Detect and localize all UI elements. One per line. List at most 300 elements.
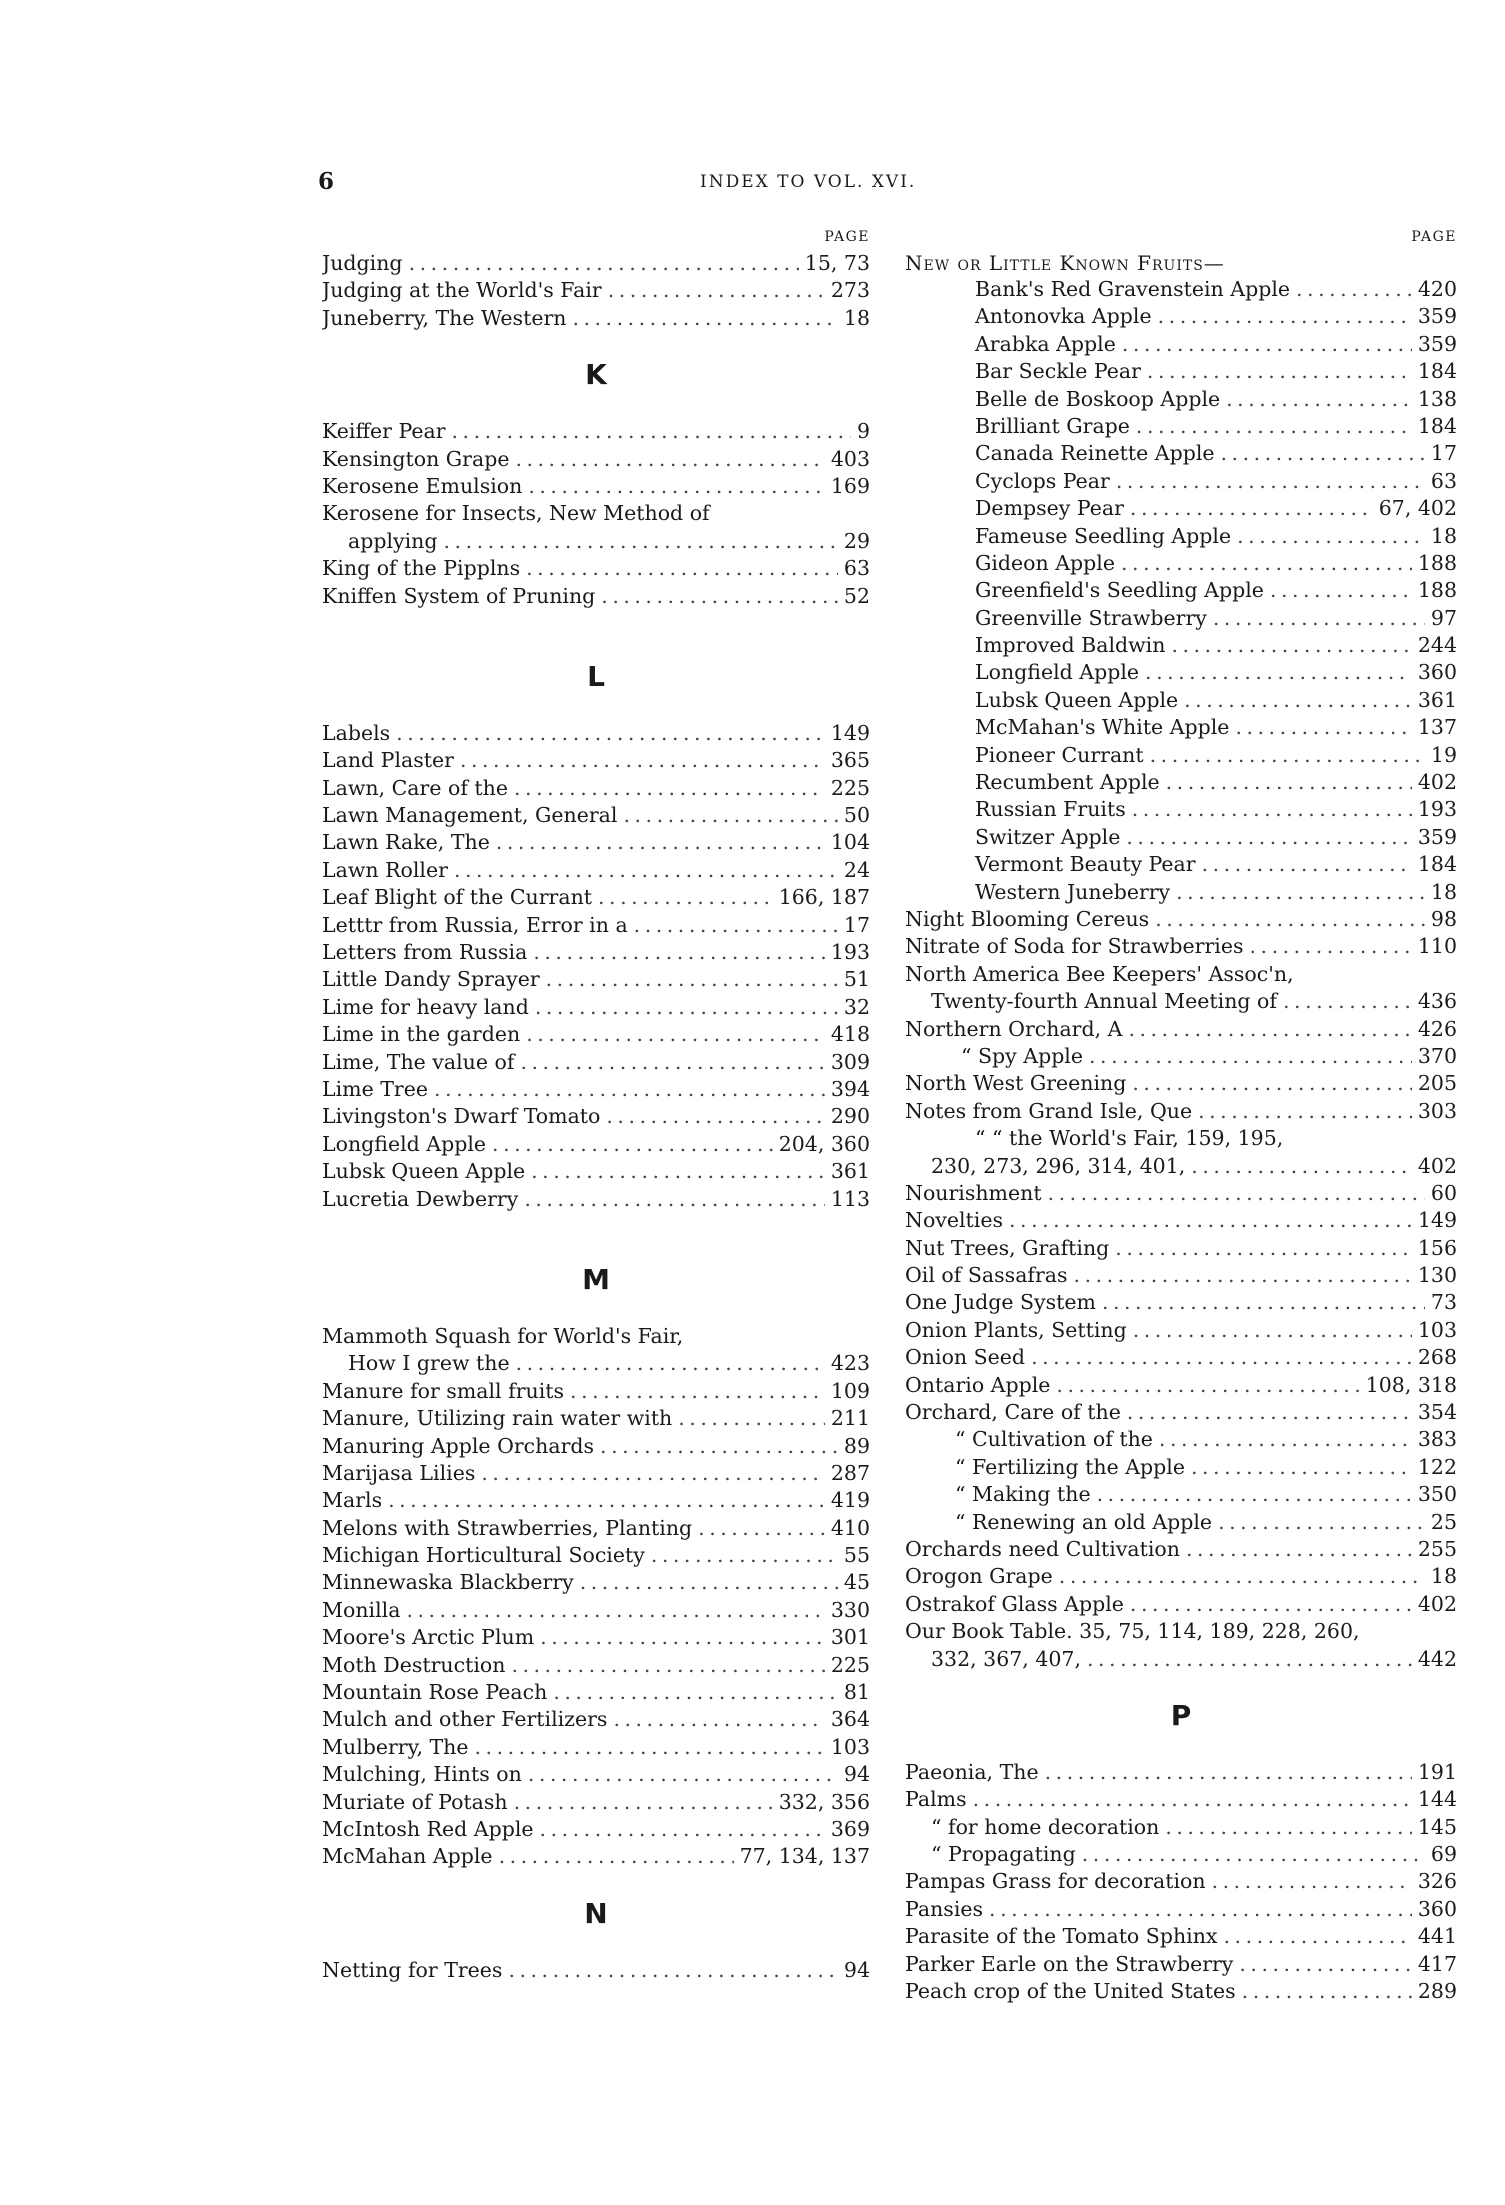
index-entry: [905, 550, 1457, 577]
entry-title: Western Juneberry: [975, 879, 1171, 904]
entry-title: Lime in the garden: [322, 1022, 521, 1047]
entry-title: Keiffer Pear: [322, 419, 446, 444]
index-entry: [905, 1868, 1457, 1895]
letter-heading-l: L: [587, 659, 605, 693]
entry-title: Twenty-fourth Annual Meeting of: [931, 989, 1277, 1014]
entry-page: 426: [1417, 1016, 1457, 1041]
entry-title: Orogon Grape: [905, 1564, 1053, 1589]
entry-title: Nourishment: [905, 1180, 1042, 1205]
entry-page: 77, 134, 137: [739, 1844, 870, 1869]
entry-page: 309: [830, 1049, 870, 1074]
index-entry: [905, 386, 1457, 413]
entry-title: Minnewaska Blackberry: [322, 1570, 574, 1595]
index-entry: [322, 1487, 870, 1514]
entry-title: One Judge System: [905, 1290, 1096, 1315]
index-entry: [905, 1207, 1457, 1234]
index-entry: [905, 1372, 1457, 1399]
index-entry: [905, 659, 1457, 686]
dot-leader: [444, 528, 838, 555]
entry-title: Peach crop of the United States: [905, 1979, 1236, 2004]
entry-page: 169: [830, 473, 870, 498]
entry-page: 289: [1417, 1979, 1457, 2004]
entry-page: 423: [830, 1351, 870, 1376]
entry-page: 50: [843, 803, 870, 828]
dot-leader: [1115, 1235, 1412, 1262]
index-entry: [322, 1542, 870, 1569]
dot-leader: [515, 446, 824, 473]
entry-page: 359: [1417, 331, 1457, 356]
dot-leader: [598, 884, 773, 911]
dot-leader: [1191, 1153, 1412, 1180]
entry-page: 25: [1430, 1509, 1457, 1534]
index-entry: [905, 440, 1457, 467]
entry-page: 52: [843, 583, 870, 608]
dot-leader: [481, 1460, 825, 1487]
entry-title: “ “ the World's Fair, 159, 195,: [975, 1126, 1284, 1151]
index-entry-first-line: [905, 1125, 1457, 1152]
entry-page: 418: [830, 1022, 870, 1047]
entry-page: 18: [1430, 879, 1457, 904]
dot-leader: [1097, 1481, 1412, 1508]
index-entry: [322, 305, 870, 332]
index-entry: [322, 857, 870, 884]
entry-page: 188: [1417, 550, 1457, 575]
entry-page: 32: [843, 994, 870, 1019]
index-entry: [905, 358, 1457, 385]
dot-leader: [1116, 468, 1425, 495]
index-entry: [905, 769, 1457, 796]
entry-title: Our Book Table. 35, 75, 114, 189, 228, 260,: [905, 1619, 1360, 1644]
entry-page: 383: [1417, 1427, 1457, 1452]
entry-title: Manure, Utilizing rain water with: [322, 1406, 673, 1431]
index-entry: [905, 577, 1457, 604]
entry-page: 149: [830, 720, 870, 745]
dot-leader: [613, 1706, 824, 1733]
dot-leader: [606, 1103, 824, 1130]
index-entry: [322, 1515, 870, 1542]
dot-leader: [1045, 1759, 1412, 1786]
entry-page: 193: [830, 940, 870, 965]
index-entry: [322, 775, 870, 802]
index-entry: [905, 796, 1457, 823]
entry-page: 301: [830, 1625, 870, 1650]
dot-leader: [1074, 1262, 1412, 1289]
entry-title: Mulching, Hints on: [322, 1762, 522, 1787]
index-entry-first-line: [322, 1323, 870, 1350]
dot-leader: [600, 1433, 838, 1460]
dot-leader: [1212, 1868, 1412, 1895]
dot-leader: [1296, 276, 1412, 303]
entry-title: How I grew the: [348, 1351, 510, 1376]
entry-page: 290: [830, 1104, 870, 1129]
index-entry: [905, 1317, 1457, 1344]
dot-leader: [580, 1569, 838, 1596]
entry-page: 110: [1417, 934, 1457, 959]
dot-leader: [1239, 1951, 1411, 1978]
entry-title: Lubsk Queen Apple: [975, 687, 1179, 712]
entry-page: 69: [1430, 1842, 1457, 1867]
entry-page: 67, 402: [1378, 496, 1457, 521]
entry-page: 51: [843, 967, 870, 992]
entry-title: McIntosh Red Apple: [322, 1816, 534, 1841]
dot-leader: [406, 1597, 824, 1624]
dot-leader: [1048, 1180, 1425, 1207]
dot-leader: [572, 305, 837, 332]
dot-leader: [396, 720, 825, 747]
index-entry: [905, 1153, 1457, 1180]
entry-page: 354: [1417, 1400, 1457, 1425]
index-entry: [905, 1289, 1457, 1316]
index-entry: [905, 1481, 1457, 1508]
dot-leader: [1171, 632, 1411, 659]
entry-page: 225: [830, 775, 870, 800]
entry-title: Improved Baldwin: [975, 633, 1166, 658]
dot-leader: [1089, 1043, 1412, 1070]
entry-title: Paeonia, The: [905, 1759, 1039, 1784]
index-entry: [905, 906, 1457, 933]
entry-title: Parker Earle on the Strawberry: [905, 1951, 1234, 1976]
index-entry: [322, 1433, 870, 1460]
entry-page: 104: [830, 830, 870, 855]
index-entry: [905, 933, 1457, 960]
entry-title: McMahan's White Apple: [975, 715, 1230, 740]
index-entry: [322, 1186, 870, 1213]
entry-page: 60: [1430, 1180, 1457, 1205]
index-entry: [905, 605, 1457, 632]
dot-leader: [1202, 851, 1412, 878]
entry-page: 24: [843, 857, 870, 882]
entry-title: Arabka Apple: [975, 331, 1116, 356]
entry-page: 184: [1417, 413, 1457, 438]
entry-title: Orchard, Care of the: [905, 1400, 1121, 1425]
entry-page: 244: [1417, 633, 1457, 658]
entry-page: 63: [1430, 468, 1457, 493]
entry-title: “ for home decoration: [931, 1814, 1160, 1839]
dot-leader: [452, 418, 851, 445]
entry-page: 359: [1417, 304, 1457, 329]
entry-page: 359: [1417, 824, 1457, 849]
index-entry: [322, 1378, 870, 1405]
dot-leader: [1150, 742, 1425, 769]
entry-page: 402: [1417, 1591, 1457, 1616]
index-entry: [322, 583, 870, 610]
dot-leader: [535, 994, 838, 1021]
entry-page: 442: [1417, 1646, 1457, 1671]
entry-page: 138: [1417, 386, 1457, 411]
page-number: 6: [318, 168, 335, 195]
entry-title: Lawn Management, General: [322, 803, 618, 828]
entry-title: Gideon Apple: [975, 550, 1115, 575]
index-entry: [905, 413, 1457, 440]
entry-page: 360: [1417, 660, 1457, 685]
dot-leader: [1130, 1591, 1412, 1618]
entry-page: 361: [1417, 687, 1457, 712]
index-entry: [322, 1843, 870, 1870]
index-entry: [322, 1624, 870, 1651]
entry-page: 370: [1417, 1043, 1457, 1068]
entry-title: North America Bee Keepers' Assoc'n,: [905, 961, 1294, 986]
entry-title: Land Plaster: [322, 748, 454, 773]
entry-page: 360: [1417, 1896, 1457, 1921]
dot-leader: [634, 912, 838, 939]
entry-title: Judging at the World's Fair: [322, 278, 602, 303]
entry-page: 18: [1430, 1564, 1457, 1589]
index-entry: [322, 1021, 870, 1048]
letter-heading-p: P: [1170, 1698, 1192, 1732]
entry-page: 410: [830, 1515, 870, 1540]
entry-page: 350: [1417, 1482, 1457, 1507]
entry-page: 81: [843, 1680, 870, 1705]
entry-title: Letters from Russia: [322, 940, 528, 965]
dot-leader: [528, 1761, 838, 1788]
index-entry: [322, 1597, 870, 1624]
dot-leader: [520, 1049, 824, 1076]
index-entry: [905, 1646, 1457, 1673]
entry-page: 137: [1417, 715, 1457, 740]
entry-title: Cyclops Pear: [975, 468, 1110, 493]
index-entry: [905, 851, 1457, 878]
dot-leader: [1213, 605, 1425, 632]
entry-title: Mountain Rose Peach: [322, 1680, 548, 1705]
dot-leader: [546, 966, 838, 993]
index-entry: [322, 1816, 870, 1843]
index-entry: [322, 802, 870, 829]
dot-leader: [1121, 550, 1412, 577]
index-entry: [322, 277, 870, 304]
index-entry: [905, 879, 1457, 906]
entry-title: Juneberry, The Western: [322, 305, 567, 330]
entry-page: 436: [1417, 989, 1457, 1014]
letter-heading-k: K: [585, 358, 607, 392]
entry-page: 205: [1417, 1071, 1457, 1096]
index-entry: [322, 1734, 870, 1761]
entry-title: Ontario Apple: [905, 1372, 1051, 1397]
entry-page: 18: [1430, 523, 1457, 548]
index-entry: [905, 1016, 1457, 1043]
dot-leader: [1056, 1372, 1359, 1399]
dot-leader: [1082, 1841, 1425, 1868]
index-entry: [905, 1563, 1457, 1590]
index-entry: [322, 1405, 870, 1432]
dot-leader: [508, 1957, 837, 1984]
entry-page: 73: [1430, 1290, 1457, 1315]
dot-leader: [1158, 303, 1412, 330]
entry-title: Belle de Boskoop Apple: [975, 386, 1221, 411]
dot-leader: [989, 1896, 1412, 1923]
entry-title: Labels: [322, 720, 391, 745]
index-entry: [322, 720, 870, 747]
dot-leader: [531, 1158, 825, 1185]
entry-page: 63: [843, 556, 870, 581]
entry-page: 268: [1417, 1345, 1457, 1370]
index-entry: [322, 1350, 870, 1377]
index-entry: [322, 555, 870, 582]
dot-leader: [1132, 1070, 1411, 1097]
entry-title: Lubsk Queen Apple: [322, 1159, 526, 1184]
dot-leader: [678, 1405, 825, 1432]
dot-leader: [526, 555, 838, 582]
entry-title: Manuring Apple Orchards: [322, 1433, 595, 1458]
dot-leader: [475, 1734, 825, 1761]
index-entry: [322, 1957, 870, 1984]
index-entry: [905, 1591, 1457, 1618]
entry-page: 97: [1430, 605, 1457, 630]
entry-title: Greenville Strawberry: [975, 605, 1207, 630]
index-entry-first-line: [322, 500, 870, 527]
dot-leader: [454, 857, 838, 884]
index-entry: [322, 966, 870, 993]
entry-page: 303: [1417, 1098, 1457, 1123]
entry-title: Novelties: [905, 1208, 1003, 1233]
entry-title: Longfield Apple: [322, 1131, 487, 1156]
index-entry: [322, 747, 870, 774]
entry-page: 402: [1417, 770, 1457, 795]
entry-title: 332, 367, 407,: [931, 1646, 1081, 1671]
dot-leader: [608, 277, 825, 304]
entry-page: 103: [830, 1734, 870, 1759]
index-entry: [905, 1896, 1457, 1923]
dot-leader: [1128, 1016, 1411, 1043]
index-entry: [322, 446, 870, 473]
entry-page: 122: [1417, 1454, 1457, 1479]
entry-title: Lawn, Care of the: [322, 775, 508, 800]
dot-leader: [540, 1624, 825, 1651]
entry-title: Greenfield's Seedling Apple: [975, 578, 1264, 603]
dot-leader: [1102, 1289, 1425, 1316]
index-entry: [322, 912, 870, 939]
index-entry: [905, 1759, 1457, 1786]
entry-title: Notes from Grand Isle, Que: [905, 1098, 1193, 1123]
index-entry: [905, 276, 1457, 303]
entry-title: “ Propagating: [931, 1842, 1076, 1867]
dot-leader: [1159, 1426, 1412, 1453]
dot-leader: [1059, 1563, 1425, 1590]
dot-leader: [492, 1131, 773, 1158]
entry-title: Michigan Horticultural Society: [322, 1543, 645, 1568]
entry-page: 89: [843, 1433, 870, 1458]
index-entry-first-line: [905, 961, 1457, 988]
index-entry: [905, 1951, 1457, 1978]
page-column-label: PAGE: [824, 229, 870, 245]
entry-page: 361: [830, 1159, 870, 1184]
index-entry: [905, 523, 1457, 550]
entry-title: Pampas Grass for decoration: [905, 1869, 1206, 1894]
index-entry: [322, 1569, 870, 1596]
entry-page: 113: [830, 1186, 870, 1211]
dot-leader: [1147, 358, 1412, 385]
entry-title: Marls: [322, 1488, 383, 1513]
entry-title: Moth Destruction: [322, 1652, 506, 1677]
dot-leader: [1127, 1399, 1412, 1426]
entry-page: 144: [1417, 1787, 1457, 1812]
entry-title: Nitrate of Soda for Strawberries: [905, 934, 1244, 959]
entry-page: 225: [830, 1652, 870, 1677]
entry-title: Livingston's Dwarf Tomato: [322, 1104, 601, 1129]
entry-title: Letttr from Russia, Error in a: [322, 912, 628, 937]
dot-leader: [1218, 1509, 1425, 1536]
index-entry: [322, 1652, 870, 1679]
dot-leader: [1087, 1646, 1412, 1673]
entry-page: 156: [1417, 1235, 1457, 1260]
index-entry: [905, 1180, 1457, 1207]
entry-page: 273: [830, 278, 870, 303]
entry-page: 15, 73: [804, 251, 870, 275]
index-entry: [905, 632, 1457, 659]
index-entry: [905, 988, 1457, 1015]
entry-page: 394: [830, 1076, 870, 1101]
index-entry: [905, 1978, 1457, 2005]
entry-title: Longfield Apple: [975, 660, 1140, 685]
index-entry: [905, 1262, 1457, 1289]
dot-leader: [1283, 988, 1412, 1015]
index-entry: [905, 1426, 1457, 1453]
index-entry: [322, 1076, 870, 1103]
index-entry: [322, 250, 870, 277]
entry-title: Night Blooming Cereus: [905, 906, 1150, 931]
entry-title: Northern Orchard, A: [905, 1016, 1123, 1041]
dot-leader: [1166, 769, 1412, 796]
index-entry: [905, 331, 1457, 358]
entry-page: 18: [843, 305, 870, 330]
index-entry: [322, 1049, 870, 1076]
entry-page: 19: [1430, 742, 1457, 767]
dot-leader: [1155, 906, 1425, 933]
dot-leader: [526, 1021, 825, 1048]
index-entry: [905, 1235, 1457, 1262]
index-entry: [322, 829, 870, 856]
entry-page: 94: [843, 1762, 870, 1787]
entry-page: 417: [1417, 1951, 1457, 1976]
entry-title: Palms: [905, 1787, 967, 1812]
dot-leader: [1126, 824, 1411, 851]
dot-leader: [511, 1652, 824, 1679]
entry-title: Monilla: [322, 1597, 401, 1622]
entry-title: Orchards need Cultivation: [905, 1536, 1180, 1561]
entry-title: Marijasa Lilies: [322, 1460, 476, 1485]
index-entry: [322, 418, 870, 445]
dot-leader: [1191, 1454, 1412, 1481]
entry-page: 55: [843, 1543, 870, 1568]
index-entry: [322, 1706, 870, 1733]
dot-leader: [528, 473, 825, 500]
entry-page: 332, 356: [778, 1789, 870, 1814]
entry-title: Bank's Red Gravenstein Apple: [975, 277, 1291, 301]
entry-title: applying: [348, 528, 438, 553]
entry-page: 109: [830, 1378, 870, 1403]
entry-page: 326: [1417, 1869, 1457, 1894]
entry-page: 130: [1417, 1263, 1457, 1288]
entry-title: “ Fertilizing the Apple: [955, 1454, 1185, 1479]
index-entry: [322, 1679, 870, 1706]
entry-title: Parasite of the Tomato Sphinx: [905, 1924, 1218, 1949]
dot-leader: [1136, 413, 1412, 440]
index-entry: [322, 1761, 870, 1788]
index-entry: [905, 1841, 1457, 1868]
dot-leader: [540, 1816, 825, 1843]
entry-title: Kniffen System of Pruning: [322, 583, 596, 608]
index-entry: [905, 1043, 1457, 1070]
dot-leader: [460, 747, 825, 774]
entry-title: North West Greening: [905, 1071, 1127, 1096]
entry-page: 17: [1430, 441, 1457, 466]
index-entry: [322, 939, 870, 966]
entry-title: McMahan Apple: [322, 1844, 493, 1869]
entry-title: Muriate of Potash: [322, 1789, 508, 1814]
dot-leader: [1226, 386, 1412, 413]
index-entry: [905, 1536, 1457, 1563]
dot-leader: [496, 829, 825, 856]
entry-page: 94: [843, 1957, 870, 1982]
